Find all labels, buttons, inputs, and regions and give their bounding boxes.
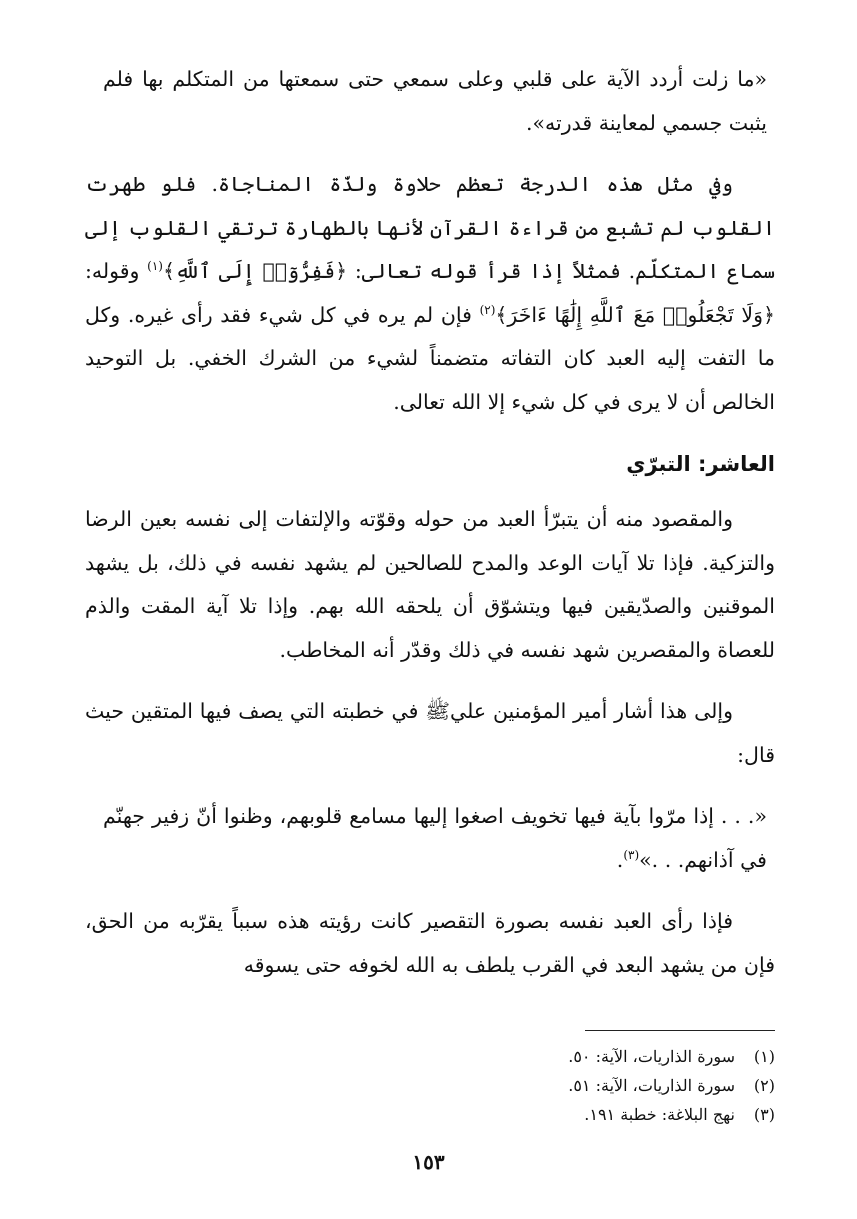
paragraph-text: وفي مثل هذه الدرجة تعظم حلاوة ولذّة المناجاة. فلو طهرت القلوب لم تشبع من قراءة القرآن لأنها بالطهارة ترتقي القلوب إلى سماع المتكلّم. فمثلاً إذا قرأ قوله تعالى: [85,172,775,283]
footnote-ref-3[interactable]: (٣) [623,847,640,862]
quote-passage-1: «ما زلت أردد الآية على قلبي وعلى سمعي حتى سمعتها من المتكلم بها فلم يثبت جسمي لمعاينة قدرته». [103,67,767,135]
page-number: ١٥٣ [412,1150,445,1174]
footnote-ref-1[interactable]: (١) [147,259,163,274]
section-heading: العاشر: التبرّي [626,452,775,476]
footnote-divider [585,1030,775,1031]
footnote-number: (٢) [753,1076,775,1095]
footnote-text: نهج البلاغة: خطبة ١٩١. [584,1105,735,1124]
footnote-item [85,1071,775,1100]
footnote-number: (١) [753,1047,775,1066]
footnote-item [85,1100,775,1129]
paragraph-amir-al-muminin: وإلى هذا أشار أمير المؤمنين عليﷺ في خطبته التي يصف فيها المتقين حيث قال: [85,699,775,767]
page-body [85,58,775,987]
quran-verse-2: ﴿وَلَا تَجْعَلُوا۟ مَعَ ٱللَّهِ إِلَٰهًا ءَاخَرَ﴾ [495,302,775,327]
paragraph-tabarri: والمقصود منه أن يتبرّأ العبد من حوله وقوّته والإلتفات إلى نفسه بعين الرضا والتزكية. فإذا تلا آيات الوعد والمدح للصالحين لم يشهد نفسه في ذلك، بل يشهد الموقنين والصدّيقين فيها ويتشوّق أن يلحقه الله بهم. وإذا تلا آية المقت والذم للعصاة والمقصرين شهد نفسه في ذلك وقدّر أنه المخاطب. [85,507,775,662]
footnote-item [85,1042,775,1071]
paragraph-text: وقوله: [85,259,148,283]
paragraph-taqsir: فإذا رأى العبد نفسه بصورة التقصير كانت رؤيته هذه سبباً يقرّبه من الحق، فإن من يشهد البعد في القرب يلطف به الله لخوفه حتى يسوقه [85,909,775,977]
quote-end: . [616,847,624,872]
footnote-ref-2[interactable]: (٢) [479,302,496,317]
quran-verse-1: ﴿فَفِرُّوٓا۟ إِلَى ٱللَّهِ﴾ [162,259,348,283]
footnotes-list [85,1042,775,1129]
footnote-text: سورة الذاريات، الآية: ٥١. [568,1076,735,1095]
paragraph-text: فإن لم يره في كل شيء فقد رأى غيره. وكل ما التفت إليه العبد كان التفاته متضمناً لشيء من الشرك الخفي. بل التوحيد الخالص أن لا يرى في كل شيء إلا الله تعالى. [85,302,775,414]
quote-passage-2 [85,795,775,882]
footnote-number: (٣) [753,1105,775,1124]
quote-text: «. . . إذا مرّوا بآية فيها تخويف اصغوا إليها مسامع قلوبهم، وظنوا أنّ زفير جهنّم في آذانهم. . .» [103,804,767,872]
paragraph-munajat [85,163,775,424]
footnote-text: سورة الذاريات، الآية: ٥٠. [568,1047,735,1066]
